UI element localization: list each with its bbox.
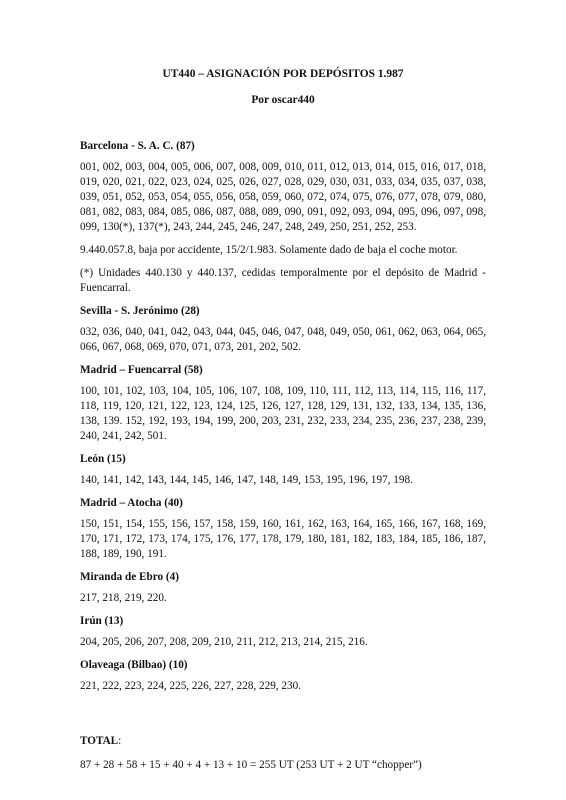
unit-list: 140, 141, 142, 143, 144, 145, 146, 147, 148, 149, 153, 195, 196, 197, 198.	[80, 474, 413, 486]
total-label: TOTAL	[80, 735, 119, 747]
depot-heading: Madrid – Fuencarral (58)	[80, 364, 203, 376]
depot-section	[80, 570, 486, 606]
depot-section	[80, 658, 486, 694]
depot-note: (*) Unidades 440.130 y 440.137, cedidas temporalmente por el depósito de Madrid - Fuencarral.	[80, 267, 486, 294]
depot-heading: Olaveaga (Bilbao) (10)	[80, 659, 188, 671]
depot-heading: Miranda de Ebro (4)	[80, 571, 179, 583]
total-expression: 87 + 28 + 58 + 15 + 40 + 4 + 13 + 10 = 255 UT (253 UT + 2 UT “chopper”)	[80, 759, 422, 771]
document-page	[80, 67, 486, 773]
unit-list: 001, 002, 003, 004, 005, 006, 007, 008, 009, 010, 011, 012, 013, 014, 015, 016, 017, 018, 019, 020, 021, 022, 023, 024, 025, 026, 027, 028, 029, 030, 031, 033, 034, 035, 037, 038, 039, 051, 052, 053, 054, 055, 056, 058, 059, 060, 072, 074, 075, 076, 077, 078, 079, 080, 081, 082, 083, 084, 085, 086, 087, 088, 089, 090, 091, 092, 093, 094, 095, 096, 097, 098, 099, 130(*), 137(*), 243, 244, 245, 246, 247, 248, 249, 250, 251, 252, 253.	[80, 161, 486, 233]
depot-heading: León (15)	[80, 453, 126, 465]
depot-section	[80, 614, 486, 650]
depot-section	[80, 139, 486, 296]
depot-note: 9.440.057.8, baja por accidente, 15/2/1.983. Solamente dado de baja el coche motor.	[80, 244, 458, 256]
depot-heading: Sevilla - S. Jerónimo (28)	[80, 305, 200, 317]
depot-heading: Barcelona - S. A. C. (87)	[80, 140, 195, 152]
unit-list: 150, 151, 154, 155, 156, 157, 158, 159, 160, 161, 162, 163, 164, 165, 166, 167, 168, 169, 170, 171, 172, 173, 174, 175, 176, 177, 178, 179, 180, 181, 182, 183, 184, 185, 186, 187, 188, 189, 190, 191.	[80, 518, 486, 560]
total-colon: :	[118, 735, 122, 747]
depot-heading: Madrid – Atocha (40)	[80, 497, 183, 509]
document-title: UT440 – ASIGNACIÓN POR DEPÓSITOS 1.987	[162, 68, 404, 80]
depot-section	[80, 452, 486, 488]
total-heading	[80, 734, 486, 749]
depot-section	[80, 363, 486, 444]
depot-heading: Irún (13)	[80, 615, 124, 627]
document-author: Por oscar440	[251, 94, 315, 106]
total-block	[80, 734, 486, 773]
unit-list: 100, 101, 102, 103, 104, 105, 106, 107, 108, 109, 110, 111, 112, 113, 114, 115, 116, 117, 118, 119, 120, 121, 122, 123, 124, 125, 126, 127, 128, 129, 131, 132, 133, 134, 135, 136, 138, 139. 152, 192, 193, 194, 199, 200, 203, 231, 232, 233, 234, 235, 236, 237, 238, 239, 240, 241, 242, 501.	[80, 385, 486, 442]
depot-section	[80, 496, 486, 562]
unit-list: 204, 205, 206, 207, 208, 209, 210, 211, 212, 213, 214, 215, 216.	[80, 636, 368, 648]
depot-sections	[80, 139, 486, 694]
unit-list: 217, 218, 219, 220.	[80, 592, 167, 604]
unit-list: 032, 036, 040, 041, 042, 043, 044, 045, 046, 047, 048, 049, 050, 061, 062, 063, 064, 065, 066, 067, 068, 069, 070, 071, 073, 201, 202, 502.	[80, 326, 486, 353]
depot-section	[80, 304, 486, 355]
unit-list: 221, 222, 223, 224, 225, 226, 227, 228, 229, 230.	[80, 680, 301, 692]
